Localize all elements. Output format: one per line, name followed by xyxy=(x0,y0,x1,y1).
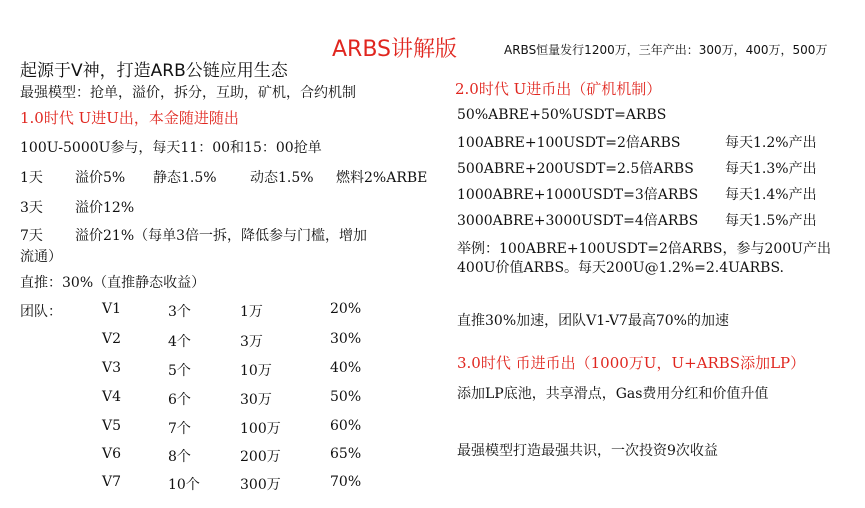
team-count: 8个 xyxy=(168,449,191,465)
example-line-2: 400U价值ARBS。每天200U@1.2%=2.4UARBS. xyxy=(457,260,784,276)
team-level: V2 xyxy=(102,331,122,347)
team-level: V6 xyxy=(102,446,122,462)
day7-label: 7天 xyxy=(20,228,43,244)
day1-premium: 溢价5% xyxy=(75,170,126,186)
team-rate: 70% xyxy=(330,474,362,490)
participation-line: 100U-5000U参与，每天11：00和15：00抢单 xyxy=(20,140,322,156)
slogan-line: 最强模型打造最强共识，一次投资9次收益 xyxy=(457,443,718,459)
day3-label: 3天 xyxy=(20,200,43,216)
team-amount: 300万 xyxy=(240,477,281,493)
page-title: ARBS讲解版 xyxy=(332,37,458,62)
base-formula: 50%ABRE+50%USDT=ARBS xyxy=(457,107,667,123)
machine-formula: 500ABRE+200USDT=2.5倍ARBS xyxy=(457,161,694,177)
day1-static: 静态1.5% xyxy=(153,170,217,186)
supply-note: ARBS恒量发行1200万，三年产出：300万，400万，500万 xyxy=(504,43,828,57)
team-count: 7个 xyxy=(168,421,191,437)
era1-title: 1.0时代 U进U出，本金随进随出 xyxy=(20,109,239,127)
team-amount: 200万 xyxy=(240,449,281,465)
machine-formula: 100ABRE+100USDT=2倍ARBS xyxy=(457,135,681,151)
team-level: V4 xyxy=(102,389,122,405)
team-count: 6个 xyxy=(168,392,191,408)
team-label: 团队： xyxy=(20,304,62,320)
team-rate: 50% xyxy=(330,389,362,405)
team-level: V5 xyxy=(102,418,122,434)
direct-referral-line: 直推：30%（直推静态收益） xyxy=(20,275,206,291)
team-amount: 10万 xyxy=(240,363,272,379)
era2-title: 2.0时代 U进币出（矿机机制） xyxy=(455,80,662,98)
team-count: 3个 xyxy=(168,304,191,320)
machine-yield: 每天1.3%产出 xyxy=(725,161,817,177)
day3-premium: 溢价12% xyxy=(75,200,135,216)
acceleration-line: 直推30%加速，团队V1-V7最高70%的加速 xyxy=(457,313,729,329)
team-rate: 30% xyxy=(330,331,362,347)
machine-yield: 每天1.2%产出 xyxy=(725,135,817,151)
machine-yield: 每天1.4%产出 xyxy=(725,187,817,203)
day1-label: 1天 xyxy=(20,170,43,186)
model-line: 最强模型：抢单，溢价，拆分，互助，矿机，合约机制 xyxy=(20,85,356,101)
machine-yield: 每天1.5%产出 xyxy=(725,213,817,229)
team-amount: 3万 xyxy=(240,334,263,350)
origin-heading: 起源于V神，打造ARB公链应用生态 xyxy=(20,61,288,81)
era3-title: 3.0时代 币进币出（1000万U，U+ARBS添加LP） xyxy=(457,354,806,372)
day7-text: 溢价21%（每单3倍一拆，降低参与门槛，增加 xyxy=(75,228,368,244)
team-level: V1 xyxy=(102,301,122,317)
day7-text-cont: 流通） xyxy=(20,249,62,265)
team-rate: 20% xyxy=(330,301,362,317)
team-level: V7 xyxy=(102,474,122,490)
team-count: 4个 xyxy=(168,334,191,350)
team-rate: 40% xyxy=(330,360,362,376)
team-amount: 100万 xyxy=(240,421,281,437)
example-line-1: 举例：100ABRE+100USDT=2倍ARBS，参与200U产出 xyxy=(457,241,831,257)
day1-fuel: 燃料2%ARBE xyxy=(336,170,428,186)
team-level: V3 xyxy=(102,360,122,376)
day1-dynamic: 动态1.5% xyxy=(250,170,314,186)
machine-formula: 3000ABRE+3000USDT=4倍ARBS xyxy=(457,213,699,229)
team-amount: 1万 xyxy=(240,304,263,320)
team-rate: 65% xyxy=(330,446,362,462)
team-amount: 30万 xyxy=(240,392,272,408)
machine-formula: 1000ABRE+1000USDT=3倍ARBS xyxy=(457,187,699,203)
team-count: 5个 xyxy=(168,363,191,379)
team-rate: 60% xyxy=(330,418,362,434)
lp-line: 添加LP底池，共享滑点，Gas费用分红和价值升值 xyxy=(457,386,769,402)
team-count: 10个 xyxy=(168,477,200,493)
